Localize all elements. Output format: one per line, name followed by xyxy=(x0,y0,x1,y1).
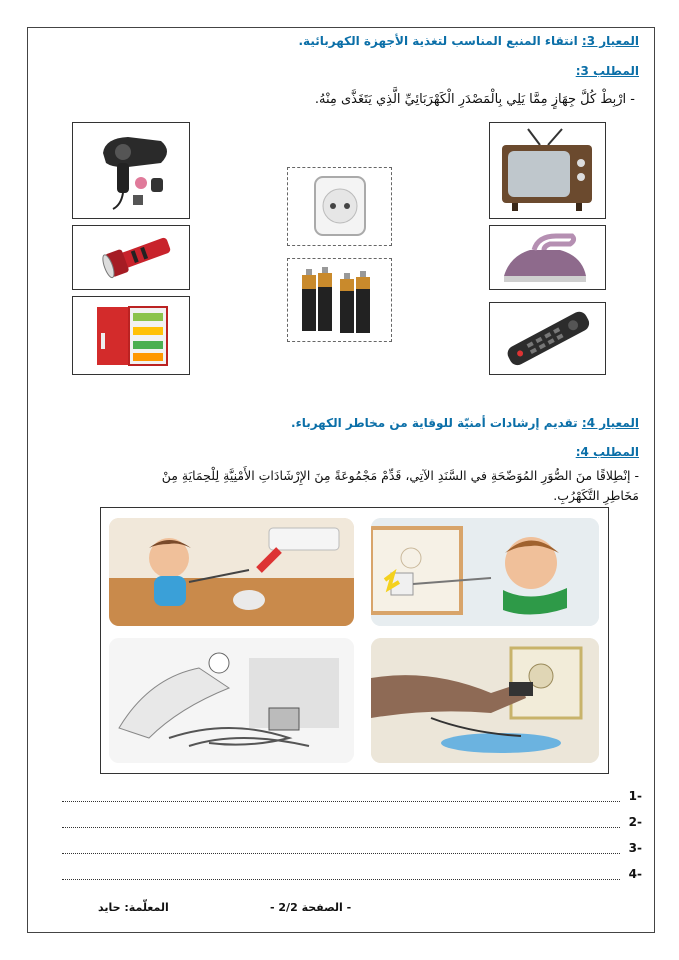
television-box[interactable] xyxy=(489,122,606,219)
criterion-3-text: انتقاء المنبع المناسب لتغذية الأجهزة الكهربائية. xyxy=(298,34,578,48)
answer-line-1[interactable] xyxy=(62,789,642,805)
instruction-4-line1: - إنْطِلاقًا منَ الصُّوَرِ المُوَضّحَةِ في السَّنَدِ الآتِي، قَدِّمْ مَجْمُوعَةً مِنَ الإِرْشَادَاتِ الأَمْنِيَّةِ لِلْحِمَايَةِ مِنْ xyxy=(161,468,639,483)
answer-3-number: -3 xyxy=(628,841,642,855)
criterion-4-label: المعيار 4: xyxy=(581,416,639,430)
wall-socket-icon xyxy=(288,168,391,245)
instruction-3: - ارْبِطْ كُلَّ جِهَازٍ مِمَّا يَلِي بِالْمَصْدَرِ الْكَهْرَبَائِيِّ الَّذِي يَتَغَذَّى مِنْهُ. xyxy=(314,92,635,107)
batteries-box[interactable] xyxy=(287,258,392,342)
requirement-4-label: المطلب 4: xyxy=(575,445,639,459)
page-number: - الصفحة 2/2 - xyxy=(270,901,352,914)
answer-4-dots xyxy=(62,879,620,880)
hair-dryer-icon xyxy=(73,123,189,218)
hair-dryer-box[interactable] xyxy=(72,122,190,219)
criterion-3-label: المعيار 3: xyxy=(581,34,639,48)
safety-images-panel xyxy=(100,507,609,774)
clothes-iron-box[interactable] xyxy=(489,225,606,290)
boy-cutting-cable-illustration xyxy=(109,518,354,626)
requirement-3-label: المطلب 3: xyxy=(575,64,639,78)
flashlight-icon xyxy=(73,226,189,289)
wall-socket-box[interactable] xyxy=(287,167,392,246)
wet-hand-plug-illustration xyxy=(371,638,599,763)
boy-cutting-cable-photo xyxy=(109,518,354,626)
answer-3-dots xyxy=(62,853,620,854)
answer-1-number: -1 xyxy=(628,789,642,803)
answer-1-dots xyxy=(62,801,620,802)
wet-hand-plug-photo xyxy=(371,638,599,763)
teacher-name: المعلّمة: حايد xyxy=(98,901,169,914)
television-icon xyxy=(490,123,605,218)
answer-line-2[interactable] xyxy=(62,815,642,831)
overloaded-outlet-illustration xyxy=(109,638,354,763)
batteries-icon xyxy=(288,259,391,341)
answer-line-4[interactable] xyxy=(62,867,642,883)
flashlight-box[interactable] xyxy=(72,225,190,290)
refrigerator-box[interactable] xyxy=(72,296,190,375)
remote-control-box[interactable] xyxy=(489,302,606,375)
overloaded-outlet-photo xyxy=(109,638,354,763)
answer-line-3[interactable] xyxy=(62,841,642,857)
criterion-4-heading xyxy=(291,416,639,430)
answer-2-number: -2 xyxy=(628,815,642,829)
boy-pulling-plug-illustration xyxy=(371,518,599,626)
criterion-4-text: تقديم إرشادات أمنيّة للوقاية من مخاطر الكهرباء. xyxy=(291,416,578,430)
clothes-iron-icon xyxy=(490,226,605,289)
answer-2-dots xyxy=(62,827,620,828)
instruction-4-line2: مَخَاطِرِ التَّكَهْرُبِ. xyxy=(553,488,639,503)
answer-4-number: -4 xyxy=(628,867,642,881)
criterion-3-heading xyxy=(298,34,639,48)
remote-control-icon xyxy=(490,303,605,374)
refrigerator-icon xyxy=(73,297,189,374)
boy-pulling-plug-photo xyxy=(371,518,599,626)
